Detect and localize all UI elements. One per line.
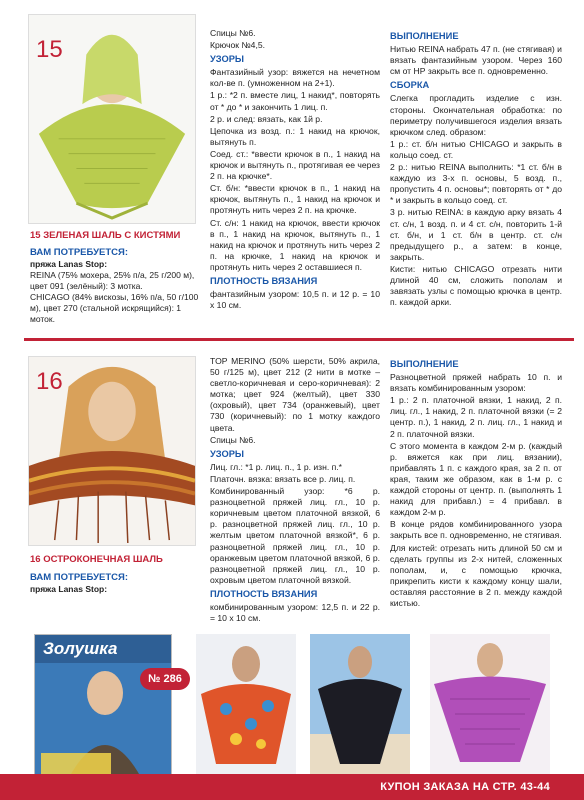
magazine-title: Золушка: [43, 639, 118, 658]
pattern-step: 2 р. и след: вязать, как 1й р.: [210, 113, 323, 124]
yarn-brand: пряжа Lanas Stop:: [30, 259, 108, 269]
density-text: фантазийным узором: 10,5 п. и 12 р. = 10 х 10 см.: [210, 289, 380, 311]
density-text: комбинированным узором: 12,5 п. и 22 р. = 10 х 10 см.: [210, 601, 380, 624]
pattern-step: Ст. с/н: 1 накид на крючок, ввести крючок в п., 1 накид на крючок, вытянуть п., 1 накид на крючок и протянуть нить через 2 п. на крючке, 1 накид на крючок и протянуть нить через 2 оставшиеся п.: [210, 217, 380, 272]
execution-step: В конце рядов комбинированного узора закрыть все п. одновременно, не стягивая.: [390, 519, 562, 541]
assembly-step: Кисти: нитью CHICAGO отрезать нити длиной 40 см, сложить пополам и завязать узлы с помощью крючка в центр. п. каждой арки.: [390, 263, 562, 308]
yarn-reina: REINA (75% мохера, 25% п/а, 25 г/200 м), цвет 091 (зелёный): 3 мотка.: [30, 270, 195, 291]
execution-step: С этого момента в каждом 2-м р. (каждый р. вяжется как при лиц. вязании), прибавлять 1 п. с каждого края, за 2 п. от края, таким же образом, как в 1-м р. с каждой стороны от центр. п. (выполнять 1 накид для прибавл.) = 4 прибавл. в каждом 2-м р.: [390, 440, 562, 518]
assembly-step: 1 р.: ст. б/н нитью CHICAGO и закрыть в кольцо соед. ст.: [390, 138, 562, 160]
needles: Спицы №6.: [210, 28, 256, 38]
pattern-step: Цепочка из возд. п.: 1 накид на крючок, вытянуть п.: [210, 125, 380, 147]
execution-column: [390, 356, 562, 610]
pattern-16-section: [0, 350, 584, 630]
pattern-number: 16: [36, 368, 63, 395]
shawl-thumbnail-purple: [430, 634, 550, 774]
yarn-brand: пряжа Lanas Stop:: [30, 584, 108, 594]
patterns-heading: УЗОРЫ: [210, 448, 245, 459]
pattern-step: Лиц. гл.: *1 р. лиц. п., 1 р. изн. п.*: [210, 461, 343, 472]
assembly-step: 3 р. нитью REINA: в каждую арку вязать 4 ст. с/н, 1 возд. п. и 4 ст. с/н, повторить 1-й ст. б/н, и 1 ст. б/н в центр. ст. с/н предыдущего р., а затем: в конце, закрыть.: [390, 207, 562, 262]
magazine-cover: [34, 634, 172, 784]
pattern-step: Комбинированный узор: *6 р. разноцветной пряжей лиц. гл., 10 р. коричневым цветом платочной вязкой, 6 р. разноцветной пряжей лиц. гл., 10 р. желтым цветом платочной вязкой*, 6 р. разноцветной пряжей лиц. гл., 10 р. оранжевым цветом платочной вязкой, 6 р. разноцветной пряжей лиц. гл., 10 р. охровым цветом платочной вязкой.: [210, 486, 380, 585]
execution-heading: ВЫПОЛНЕНИЕ: [390, 359, 459, 369]
order-coupon-link[interactable]: КУПОН ЗАКАЗА НА СТР. 43-44: [380, 781, 550, 793]
execution-step: Разноцветной пряжей набрать 10 п. и вязать комбинированным узором:: [390, 372, 562, 394]
materials-heading: ВАМ ПОТРЕБУЕТСЯ:: [30, 247, 128, 258]
density-heading: ПЛОТНОСТЬ ВЯЗАНИЯ: [210, 588, 318, 599]
pattern-step: Платочн. вязка: вязать все р. лиц. п.: [210, 473, 356, 484]
density-heading: ПЛОТНОСТЬ ВЯЗАНИЯ: [210, 275, 318, 286]
execution-text: Нитью REINA набрать 47 п. (не стягивая) и вязать фантазийным узором. Через 160 см от НР закрыть все п. одновременно.: [390, 44, 562, 77]
pattern-step: Фантазийный узор: вяжется на нечетном кол-ве п. (умноженном на 2+1).: [210, 67, 380, 89]
pattern-caption: 15 ЗЕЛЕНАЯ ШАЛЬ С КИСТЯМИ: [30, 230, 181, 241]
pattern-step: Соед. ст.: *ввести крючок в п., 1 накид на крючок и вытянуть п., протягивая ее через 2 п. на крючке*.: [210, 148, 380, 182]
yarn-and-patterns-column: [210, 356, 380, 625]
execution-heading: ВЫПОЛНЕНИЕ: [390, 31, 459, 41]
execution-step: 1 р.: 2 п. платочной вязки, 1 накид, 2 п. лиц. гл., 1 накид, 2 п. платочной вязки (= 2 центр. п.), 1 накид, 2 п. лиц. гл., 1 накид и 2 п. платочной вязки.: [390, 395, 562, 439]
issue-badge: № 286: [140, 668, 190, 690]
hook: Крючок №4,5.: [210, 40, 265, 51]
materials-block: [30, 572, 200, 595]
assembly-step: Слегка прогладить изделие с изн. стороны. Окончательная обработка: по периметру получившегося изделия вязать крючком след. образом:: [390, 93, 562, 137]
execution-column: [390, 28, 562, 309]
shawl-thumbnail-black: [310, 634, 410, 774]
patterns-column: [210, 28, 380, 312]
execution-step: Для кистей: отрезать нить длиной 50 см и сделать группы из 2-х нитей, сложенных пополам, и, с помощью крючка, прикрепить кисти к каждому концу шали, оставляя расстояние в 2 п. между каждой кистью.: [390, 542, 562, 608]
pattern-number: 15: [36, 36, 63, 63]
patterns-heading: УЗОРЫ: [210, 54, 245, 65]
pattern-15-section: [0, 0, 584, 330]
assembly-step: 2 р.: нитью REINA выполнить: *1 ст. б/н в каждую из 3-х п. основы, 5 возд. п., пропустить 4 п. основы*; повторять от * до * и закрыть в кольцо соед. ст.: [390, 162, 562, 206]
pattern-step: Ст. б/н: *ввести крючок в п., 1 накид на крючок, вытянуть п., 1 накид на крючок и протянуть нить через 2 п. на крючке.: [210, 183, 380, 216]
pattern-caption: 16 ОСТРОКОНЕЧНАЯ ШАЛЬ: [30, 554, 163, 565]
pattern-step: 1 р.: *2 п. вместе лиц, 1 накид*, повторять от * до * и закончить 1 лиц. п.: [210, 90, 380, 112]
materials-block: [30, 247, 200, 325]
materials-heading: ВАМ ПОТРЕБУЕТСЯ:: [30, 572, 128, 583]
yarn-top-merino: TOP MERINO (50% шерсти, 50% акрила, 50 г/125 м), цвет 212 (2 нити в мотке – светло-коричневая и серо-коричневая): 2 мотка; цвет 924 (желтый), цвет 330 (охровый), цвет 734 (оранжевый), цвет 730 (коричневый): по 1 мотку каждого цвета.: [210, 356, 380, 433]
shawl-thumbnail-colorful: [196, 634, 296, 774]
needles: Спицы №6.: [210, 434, 256, 445]
yarn-chicago: CHICAGO (84% вискозы, 16% п/а, 50 г/100 м), цвет 270 (стальной искрящийся): 1 моток.: [30, 292, 199, 324]
section-divider: [24, 338, 574, 341]
assembly-heading: СБОРКА: [390, 80, 430, 91]
